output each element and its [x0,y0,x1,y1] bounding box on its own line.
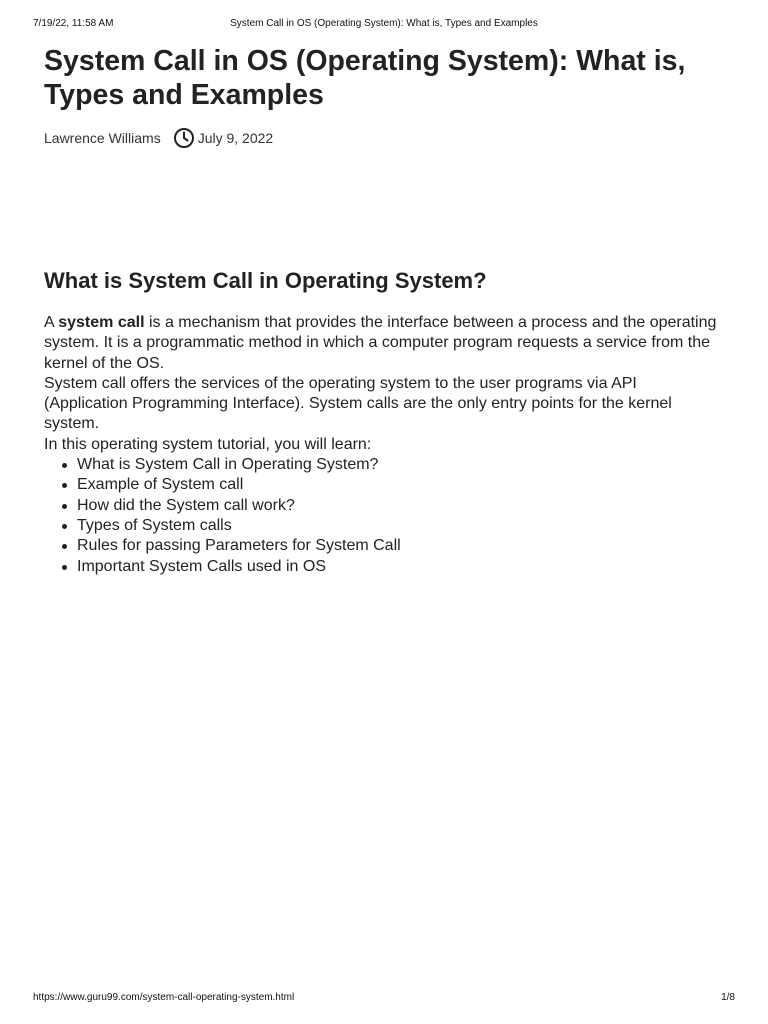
api-paragraph: System call offers the services of the operating system to the user programs via API (Application Programming Interface). System calls are the only entry points for the kernel system. [44,374,672,433]
author-name[interactable]: Lawrence Williams [44,130,161,146]
intro-rest: is a mechanism that provides the interface between a process and the operating system. It is a programmatic method in which a computer program requests a service from the kernel of the OS. [44,314,717,372]
tutorial-intro: In this operating system tutorial, you will learn: [44,435,372,453]
article-title: System Call in OS (Operating System): What is, Types and Examples [44,45,686,111]
intro-prefix: A [44,314,59,331]
toc-item[interactable]: Types of System calls [77,516,724,536]
toc-item[interactable]: Rules for passing Parameters for System Call [77,536,724,556]
page-url: https://www.guru99.com/system-call-operating-system.html [33,992,295,1003]
print-header [33,18,735,32]
toc-item[interactable]: Example of System call [77,475,724,495]
page-number: 1/8 [721,992,735,1003]
tutorial-contents-list [44,455,724,577]
clock-icon [173,127,195,149]
toc-item[interactable]: Important System Calls used in OS [77,557,724,577]
publish-date: July 9, 2022 [197,130,274,146]
toc-item[interactable]: What is System Call in Operating System? [77,455,724,475]
article-header [44,44,724,150]
intro-paragraph [44,313,724,374]
article-body [44,313,724,577]
system-call-term: system call [58,314,145,331]
article-meta [44,126,724,150]
section-heading: What is System Call in Operating System? [44,268,487,293]
toc-item[interactable]: How did the System call work? [77,496,724,516]
print-document-title: System Call in OS (Operating System): What is, Types and Examples [230,18,538,29]
print-date: 7/19/22, 11:58 AM [33,18,114,29]
